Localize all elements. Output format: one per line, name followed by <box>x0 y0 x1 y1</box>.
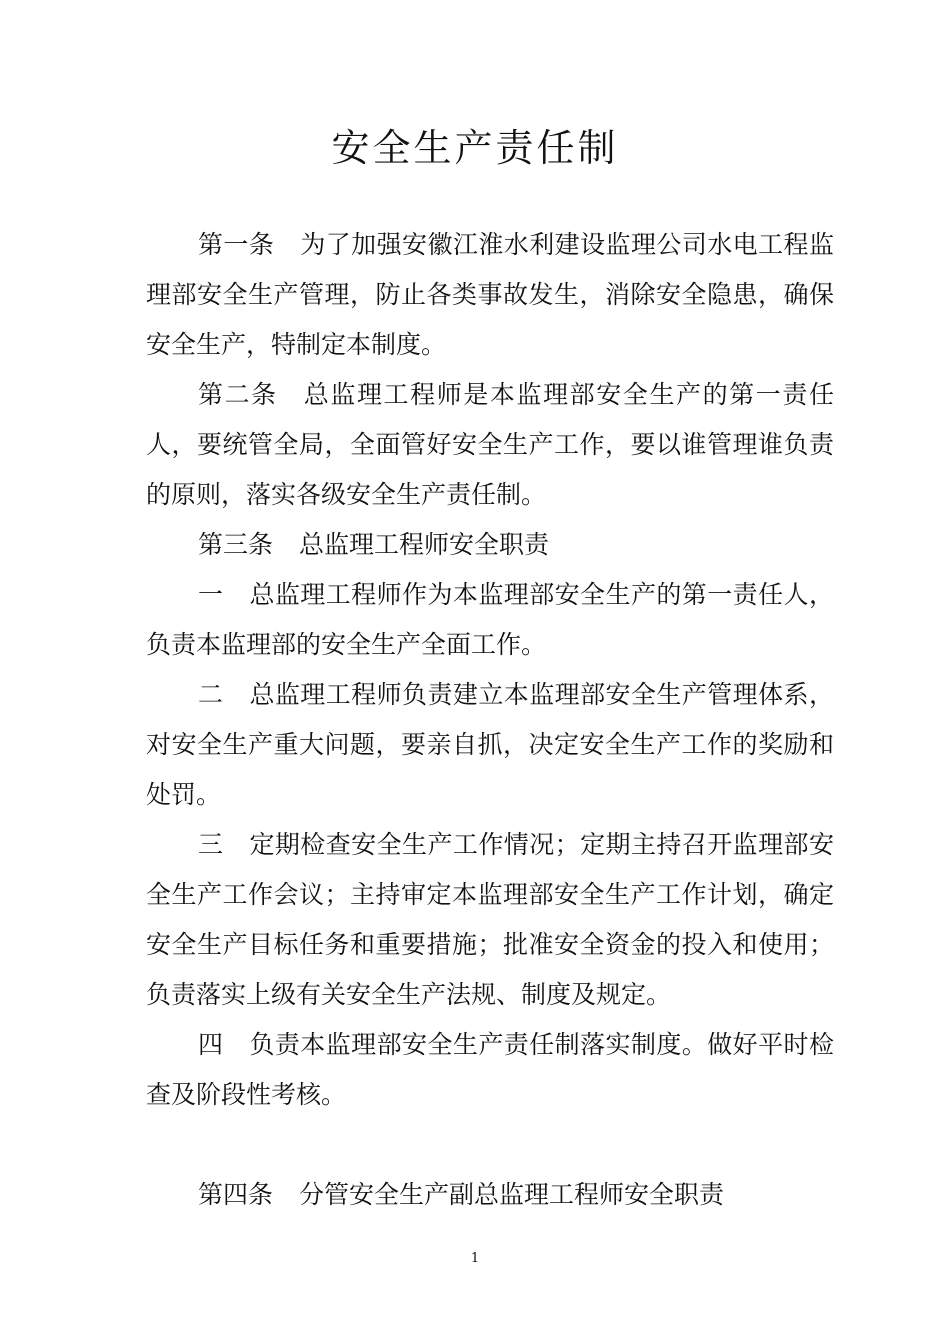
article-3-label: 第三条 <box>198 530 274 559</box>
article-1-label: 第一条 <box>198 230 275 259</box>
clause-3-text: 定期检查安全生产工作情况；定期主持召开监理部安全生产工作会议；主持审定本监理部安全生产工作计划，确定安全生产目标任务和重要措施；批准安全资金的投入和使用；负责落实上级有关安全生产法规、制度及规定。 <box>146 830 834 1009</box>
article-1-paragraph <box>146 220 834 370</box>
clause-3-label: 三 <box>198 830 224 859</box>
clause-4-text: 负责本监理部安全生产责任制落实制度。做好平时检查及阶段性考核。 <box>146 1030 834 1109</box>
article-2-paragraph <box>146 370 834 520</box>
clause-4-paragraph <box>146 1020 834 1120</box>
article-2-text: 总监理工程师是本监理部安全生产的第一责任人，要统管全局，全面管好安全生产工作，要以谁管理谁负责的原则，落实各级安全生产责任制。 <box>146 380 834 509</box>
clause-3-paragraph <box>146 820 834 1020</box>
clause-1-paragraph <box>146 570 834 670</box>
clause-1-label: 一 <box>198 580 224 609</box>
paragraph-spacer <box>146 1120 834 1170</box>
article-1-text: 为了加强安徽江淮水利建设监理公司水电工程监理部安全生产管理，防止各类事故发生，消除安全隐患，确保安全生产，特制定本制度。 <box>146 230 834 359</box>
clause-4-label: 四 <box>198 1030 224 1059</box>
article-3-text: 总监理工程师安全职责 <box>299 530 550 559</box>
clause-1-text: 总监理工程师作为本监理部安全生产的第一责任人，负责本监理部的安全生产全面工作。 <box>146 580 834 659</box>
document-body <box>146 220 834 1220</box>
clause-2-label: 二 <box>198 680 224 709</box>
article-4-paragraph <box>146 1170 834 1220</box>
article-4-label: 第四条 <box>198 1180 274 1209</box>
article-2-label: 第二条 <box>198 380 278 409</box>
clause-2-text: 总监理工程师负责建立本监理部安全生产管理体系，对安全生产重大问题，要亲自抓，决定安全生产工作的奖励和处罚。 <box>146 680 834 809</box>
page-number: 1 <box>470 1251 480 1266</box>
clause-2-paragraph <box>146 670 834 820</box>
document-title: 安全生产责任制 <box>331 126 619 170</box>
article-3-paragraph <box>146 520 834 570</box>
article-4-text: 分管安全生产副总监理工程师安全职责 <box>299 1180 725 1209</box>
